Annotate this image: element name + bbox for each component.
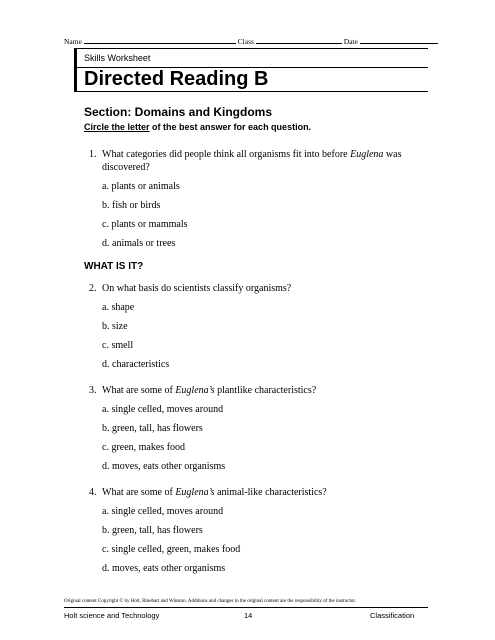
answer-option[interactable]: d. characteristics bbox=[102, 359, 170, 370]
answer-option[interactable]: d. moves, eats other organisms bbox=[102, 563, 226, 574]
copyright-notice: Original content Copyright © by Holt, Rinehart and Winston. Additions and changes to the original content are the responsibility of the instructor. bbox=[64, 599, 357, 604]
question-number: 3. bbox=[89, 385, 97, 396]
subheading: WHAT IS IT? bbox=[84, 261, 144, 272]
question-text: What are some of Euglena’s animal-like characteristics? bbox=[102, 487, 327, 498]
question-text: What categories did people think all organisms fit into before Euglena was bbox=[102, 149, 402, 160]
answer-option[interactable]: d. moves, eats other organisms bbox=[102, 461, 226, 472]
answer-option[interactable]: b. fish or birds bbox=[102, 200, 161, 211]
footer-publisher: Holt science and Technology bbox=[64, 611, 160, 620]
question-number: 2. bbox=[89, 283, 97, 294]
footer-rule bbox=[64, 607, 428, 608]
footer-chapter: Classification bbox=[370, 611, 415, 620]
question-text-cont: discovered? bbox=[102, 162, 150, 173]
page-number: 14 bbox=[244, 611, 253, 620]
answer-option[interactable]: c. single celled, green, makes food bbox=[102, 544, 241, 555]
instructions-underlined: Circle the letter bbox=[84, 122, 150, 132]
instructions bbox=[84, 122, 311, 132]
answer-option[interactable]: a. shape bbox=[102, 302, 135, 313]
header-line bbox=[64, 35, 438, 46]
answer-option[interactable]: c. smell bbox=[102, 340, 134, 351]
question-number: 1. bbox=[89, 149, 97, 160]
question-text: On what basis do scientists classify organisms? bbox=[102, 283, 292, 294]
answer-option[interactable]: a. single celled, moves around bbox=[102, 506, 224, 517]
page-title: Directed Reading B bbox=[84, 68, 269, 90]
class-label: Class bbox=[237, 37, 254, 46]
section-title: Section: Domains and Kingdoms bbox=[84, 105, 273, 119]
answer-option[interactable]: c. plants or mammals bbox=[102, 219, 188, 230]
date-label: Date bbox=[343, 37, 358, 46]
answer-option[interactable]: b. size bbox=[102, 321, 128, 332]
answer-option[interactable]: b. green, tall, has flowers bbox=[102, 423, 203, 434]
answer-option[interactable]: c. green, makes food bbox=[102, 442, 186, 453]
name-label: Name bbox=[64, 37, 82, 46]
title-bottom-rule bbox=[74, 91, 428, 92]
class-blank[interactable] bbox=[256, 35, 342, 44]
question-text: What are some of Euglena’s plantlike characteristics? bbox=[102, 385, 317, 396]
question-number: 4. bbox=[89, 487, 97, 498]
worksheet-type: Skills Worksheet bbox=[84, 53, 151, 63]
name-blank[interactable] bbox=[84, 35, 236, 44]
instructions-rest: of the best answer for each question. bbox=[149, 122, 312, 132]
answer-option[interactable]: a. plants or animals bbox=[102, 181, 180, 192]
answer-option[interactable]: d. animals or trees bbox=[102, 238, 176, 249]
date-blank[interactable] bbox=[360, 35, 438, 44]
answer-option[interactable]: b. green, tall, has flowers bbox=[102, 525, 203, 536]
answer-option[interactable]: a. single celled, moves around bbox=[102, 404, 224, 415]
